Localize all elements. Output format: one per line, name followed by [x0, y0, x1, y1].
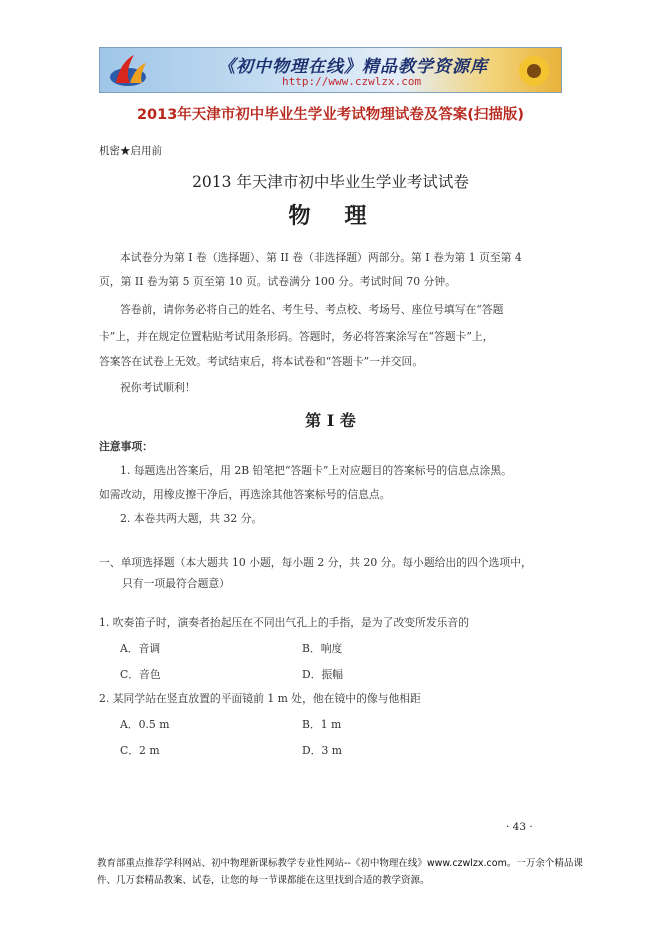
sunflower-icon [517, 54, 551, 88]
document-title: 2013年天津市初中毕业生学业考试物理试卷及答案(扫描版) [136, 107, 525, 123]
banner-title: 《初中物理在线》精品教学资源库 [218, 57, 488, 77]
good-luck-line: 祝你考试顺利！ [120, 381, 196, 394]
section-heading-cont: 只有一项最符合题意） [122, 577, 230, 590]
notice-line: 2. 本卷共两大题，共 32 分。 [120, 512, 263, 525]
intro-line: 答卷前，请你务必将自己的姓名、考生号、考点校、考场号、座位号填写在“答题 [120, 303, 504, 316]
question-1-option-b: B．响度 [302, 642, 343, 655]
intro-line: 本试卷分为第 I 卷（选择题）、第 II 卷（非选择题）两部分。第 I 卷为第 1 页至第 4 [120, 251, 522, 264]
banner-url-link[interactable]: http://www.czwlzx.com [282, 75, 422, 88]
intro-line: 页，第 II 卷为第 5 页至第 10 页。试卷满分 100 分。考试时间 70 分钟。 [99, 275, 456, 288]
intro-line: 卡”上，并在规定位置粘贴考试用条形码。答题时，务必将答案涂写在“答题卡”上， [99, 330, 494, 343]
section-heading: 一、单项选择题（本大题共 10 小题，每小题 2 分，共 20 分。每小题给出的四个选项中， [99, 556, 532, 569]
page-number: · 43 · [506, 821, 533, 833]
notice-line: 如需改动，用橡皮擦干净后，再选涂其他答案标号的信息点。 [99, 488, 391, 501]
question-2-option-b: B．1 m [302, 718, 342, 731]
intro-line: 答案答在试卷上无效。考试结束后，将本试卷和“答题卡”一并交回。 [99, 355, 424, 368]
footer-promo-line: 件、几万套精品教案、试卷，让您的每一节课都能在这里找到合适的教学资源。 [97, 875, 430, 886]
question-2-option-a: A．0.5 m [120, 718, 170, 731]
confidential-mark: 机密★启用前 [99, 145, 162, 157]
header-banner [99, 47, 562, 93]
question-2-option-c: C．2 m [120, 744, 160, 757]
part-title: 第 I 卷 [305, 411, 356, 430]
question-1-stem: 1. 吹奏笛子时，演奏者抬起压在不同出气孔上的手指，是为了改变所发乐音的 [99, 616, 470, 629]
exam-title: 2013 年天津市初中毕业生学业考试试卷 [192, 173, 469, 191]
notice-title: 注意事项： [99, 440, 153, 453]
question-1-option-d: D．振幅 [302, 668, 344, 681]
notice-line: 1. 每题选出答案后，用 2B 铅笔把“答题卡”上对应题目的答案标号的信息点涂黑。 [120, 464, 512, 477]
question-2-option-d: D．3 m [302, 744, 342, 757]
footer-promo-line: 教育部重点推荐学科网站、初中物理新课标教学专业性网站--《初中物理在线》www.czwlzx.com。一万余个精品课 [97, 858, 583, 869]
question-2-stem: 2. 某同学站在竖直放置的平面镜前 1 m 处，他在镜中的像与他相距 [99, 692, 421, 705]
subject-heading: 物 理 [288, 203, 373, 229]
question-1-option-c: C．音色 [120, 668, 161, 681]
site-logo-icon [108, 53, 148, 89]
question-1-option-a: A．音调 [120, 642, 161, 655]
